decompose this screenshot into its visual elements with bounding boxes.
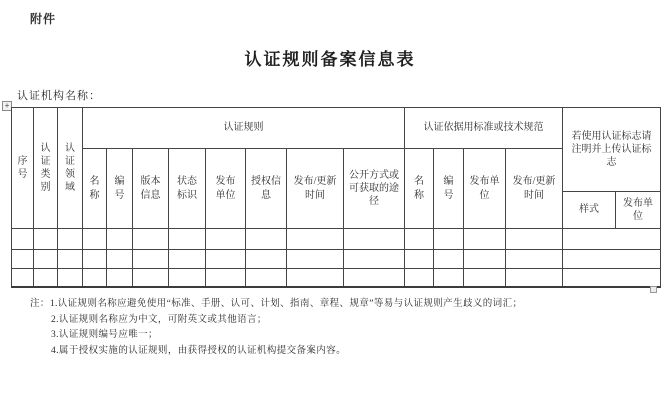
group-basis-standards: 认证依据用标准或技术规范 [405,108,563,149]
empty-cell[interactable] [246,250,287,269]
empty-cell[interactable] [107,229,133,250]
col-standard-release-time: 发布/更新时间 [506,149,563,229]
empty-cell[interactable] [563,229,661,250]
empty-cell[interactable] [563,250,661,269]
empty-cell[interactable] [34,229,58,250]
attachment-label: 附件 [30,12,57,26]
empty-cell[interactable] [246,269,287,287]
col-serial-number: 序号 [12,108,34,229]
col-standard-name: 名称 [405,149,434,229]
note-text: 4.属于授权实施的认证规则，由获得授权的认证机构提交备案内容。 [51,345,347,356]
col-rule-name: 名称 [83,149,107,229]
page-title: 认证规则备案信息表 [244,50,416,69]
col-mark-issuing-unit: 发布单位 [616,192,661,229]
table-body [12,229,661,287]
note-line [51,313,655,329]
empty-cell[interactable] [58,269,83,287]
notes-prefix: 注： [30,299,50,309]
empty-cell[interactable] [133,229,169,250]
empty-cell[interactable] [83,269,107,287]
empty-cell[interactable] [169,229,206,250]
empty-cell[interactable] [58,250,83,269]
empty-cell[interactable] [206,229,246,250]
empty-cell[interactable] [405,229,434,250]
table-row [12,229,661,250]
empty-cell[interactable] [506,250,563,269]
col-standard-number: 编号 [434,149,464,229]
col-release-update-time: 发布/更新时间 [287,149,344,229]
note-text: 3.认证规则编号应唯一； [51,330,158,340]
col-mark-style: 样式 [563,192,616,229]
empty-cell[interactable] [133,250,169,269]
empty-cell[interactable] [434,229,464,250]
empty-cell[interactable] [506,229,563,250]
notes [30,297,655,359]
col-cert-field: 认证领域 [58,108,83,229]
col-cert-category: 认证类别 [34,108,58,229]
empty-cell[interactable] [34,250,58,269]
empty-cell[interactable] [34,269,58,287]
empty-cell[interactable] [169,269,206,287]
col-status-mark: 状态标识 [169,149,206,229]
empty-cell[interactable] [287,250,344,269]
filing-table [11,107,661,288]
col-issuing-unit: 发布单位 [206,149,246,229]
note-text: 1.认证规则名称应避免使用“标准、手册、认可、计划、指南、章程、规章”等易与认证规则产生歧义的词汇； [49,299,523,309]
empty-cell[interactable] [405,250,434,269]
col-authorization-info: 授权信息 [246,149,287,229]
empty-cell[interactable] [83,250,107,269]
empty-cell[interactable] [344,269,405,287]
empty-cell[interactable] [246,229,287,250]
empty-cell[interactable] [287,269,344,287]
empty-cell[interactable] [464,229,506,250]
empty-cell[interactable] [434,269,464,287]
empty-cell[interactable] [434,250,464,269]
empty-cell[interactable] [464,250,506,269]
empty-cell[interactable] [464,269,506,287]
empty-cell[interactable] [83,229,107,250]
empty-cell[interactable] [12,269,34,287]
empty-cell[interactable] [107,250,133,269]
empty-cell[interactable] [344,229,405,250]
empty-cell[interactable] [344,250,405,269]
table-resize-handle-icon[interactable] [650,286,657,293]
empty-cell[interactable] [12,250,34,269]
note-line [51,328,655,344]
empty-cell[interactable] [563,269,661,287]
empty-cell[interactable] [405,269,434,287]
empty-cell[interactable] [506,269,563,287]
table-row [12,250,661,269]
group-cert-mark: 若使用认证标志请注明并上传认证标志 [563,108,661,192]
empty-cell[interactable] [206,269,246,287]
col-rule-number: 编号 [107,149,133,229]
col-public-access-way: 公开方式或可获取的途径 [344,149,405,229]
empty-cell[interactable] [107,269,133,287]
table-move-handle-icon[interactable]: + [2,101,12,111]
org-name-label: 认证机构名称： [17,90,101,102]
note-text: 2.认证规则名称应为中文，可附英文或其他语言； [51,314,267,325]
empty-cell[interactable] [206,250,246,269]
empty-cell[interactable] [12,229,34,250]
empty-cell[interactable] [133,269,169,287]
note-line [30,297,655,313]
note-line [51,344,655,360]
empty-cell[interactable] [169,250,206,269]
table-row [12,269,661,287]
empty-cell[interactable] [58,229,83,250]
col-standard-issuing-unit: 发布单位 [464,149,506,229]
col-version-info: 版本信息 [133,149,169,229]
empty-cell[interactable] [287,229,344,250]
group-cert-rules: 认证规则 [83,108,405,149]
